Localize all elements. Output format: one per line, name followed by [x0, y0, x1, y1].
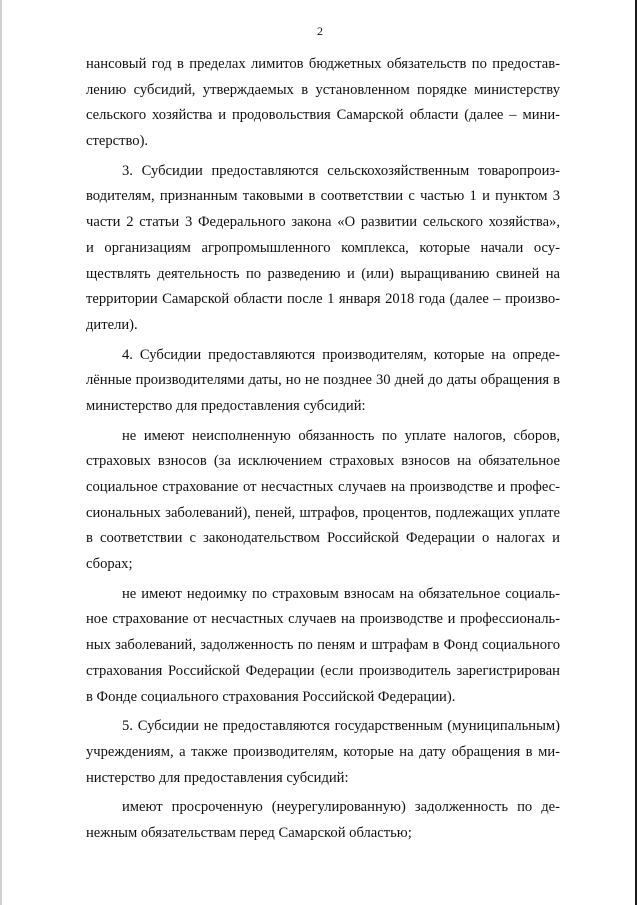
text-line: имеют просроченную (неурегулированную) задолженность по де- [122, 799, 560, 816]
text-line: сельского хозяйства и продовольствия Самарской области (далее – мини- [86, 107, 560, 124]
text-line: 4. Субсидии предоставляются производителям, которые на опреде- [122, 346, 560, 363]
text-line: сборах; [86, 556, 133, 573]
text-line: и организациям агропромышленного комплекса, которые начали осу- [86, 239, 560, 256]
text-line: водителям, признанным таковыми в соответствии с частью 1 и пунктом 3 [86, 188, 560, 205]
text-line: министерство для предоставления субсидий: [86, 397, 366, 414]
text-line: сиональных заболеваний), пеней, штрафов, процентов, подлежащих уплате [86, 504, 560, 521]
text-line: учреждениям, а также производителям, которые на дату обращения в ми- [86, 743, 560, 760]
text-line: ных заболеваний, задолженность по пеням и штрафам в Фонд социального [86, 637, 560, 654]
text-line: 3. Субсидии предоставляются сельскохозяйственным товаропроиз- [122, 162, 560, 179]
paragraph [86, 159, 560, 339]
text-line: страхования Российской Федерации (если производитель зарегистрирован [86, 662, 560, 679]
text-line: части 2 статьи 3 Федерального закона «О развитии сельского хозяйства», [86, 214, 560, 231]
paragraph [86, 343, 560, 420]
text-line: 5. Субсидии не предоставляются государственным (муниципальным) [122, 718, 560, 735]
text-line: территории Самарской области после 1 января 2018 года (далее – произво- [86, 291, 560, 308]
text-line: страховых взносов (за исключением страховых взносов на обязательное [86, 453, 560, 470]
text-line: ное страхование от несчастных случаев на производстве и профессиональ- [86, 611, 560, 628]
text-line: стерство). [86, 133, 149, 150]
paragraph [86, 795, 560, 846]
text-line: не имеют недоимку по страховым взносам на обязательное социаль- [122, 585, 560, 602]
paragraph [86, 714, 560, 791]
paragraph [86, 582, 560, 710]
scan-edge-left [0, 0, 2, 905]
text-line: нежным обязательствам перед Самарской областью; [86, 824, 412, 841]
text-line: лению субсидий, утверждаемых в установленном порядке министерству [86, 81, 560, 98]
text-line: ществлять деятельность по разведению и (или) выращиванию свиней на [86, 265, 560, 282]
text-line: нистерство для предоставления субсидий: [86, 769, 349, 786]
page-number: 2 [317, 24, 323, 38]
scan-edge-right [635, 0, 637, 905]
paragraph [86, 52, 560, 155]
text-line: в Фонде социального страхования Российской Федерации). [86, 688, 456, 705]
document-body [86, 52, 560, 847]
text-line: дители). [86, 316, 138, 333]
text-line: не имеют неисполненную обязанность по уплате налогов, сборов, [122, 427, 560, 444]
text-line: в соответствии с законодательством Российской Федерации о налогах и [86, 530, 560, 547]
paragraph [86, 424, 560, 578]
text-line: социальное страхование от несчастных случаев на производстве и профес- [86, 479, 560, 495]
text-line: лённые производителями даты, но не позднее 30 дней до даты обращения в [86, 372, 560, 389]
text-line: нансовый год в пределах лимитов бюджетных обязательств по предостав- [86, 56, 560, 72]
